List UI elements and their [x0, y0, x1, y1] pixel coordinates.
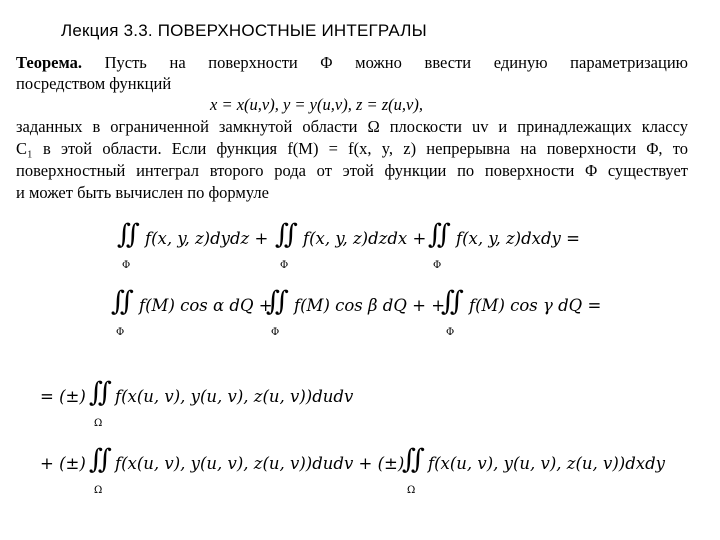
double-integral-symbol: ∬	[89, 377, 105, 408]
theorem-line-1-text: Пусть на поверхности Φ можно ввести единую параметризацию	[104, 53, 688, 72]
double-integral-symbol: ∬	[266, 286, 282, 317]
formula-1-term-2: f(x, y, z)dzdx +	[303, 229, 427, 248]
subscript-phi: Φ	[116, 327, 125, 338]
subscript-phi: Φ	[271, 327, 280, 338]
theorem-line-5: поверхностный интеграл второго рода от этой функции по поверхности Φ существует	[16, 161, 688, 180]
formula-1-term-1: f(x, y, z)dydz +	[145, 229, 269, 248]
theorem-line-4: C₁ в этой области. Если функция f(M) = f(x, y, z) непрерывна на поверхности Φ, то	[16, 139, 688, 158]
parametrization-formula: x = x(u,v), y = y(u,v), z = z(u,v),	[210, 95, 423, 114]
double-integral-symbol: ∬	[111, 286, 127, 317]
formula-3-body: f(x(u, v), y(u, v), z(u, v))dudv	[115, 387, 354, 406]
subscript-phi: Φ	[280, 260, 289, 271]
subscript-phi: Φ	[446, 327, 455, 338]
double-integral-symbol: ∬	[275, 219, 291, 250]
subscript-phi: Φ	[122, 260, 131, 271]
formula-4-body-2: f(x(u, v), y(u, v), z(u, v))dxdy	[428, 454, 665, 473]
formula-2-term-2: f(M) cos β dQ + +	[294, 296, 446, 315]
subscript-phi: Φ	[433, 260, 442, 271]
formula-2-term-1: f(M) cos α dQ +	[139, 296, 273, 315]
page-title: Лекция 3.3. ПОВЕРХНОСТНЫЕ ИНТЕГРАЛЫ	[61, 21, 427, 40]
theorem-line-1	[16, 52, 688, 74]
theorem-label: Теорема.	[16, 53, 82, 72]
subscript-omega: Ω	[94, 418, 103, 429]
theorem-line-3: заданных в ограниченной замкнутой области Ω плоскости uv и принадлежащих классу	[16, 117, 688, 136]
theorem-line-2: посредством функций	[16, 74, 172, 93]
subscript-omega: Ω	[407, 485, 416, 496]
double-integral-symbol: ∬	[428, 219, 444, 250]
double-integral-symbol: ∬	[441, 286, 457, 317]
formula-4-prefix: + (±)	[40, 454, 86, 473]
double-integral-symbol: ∬	[402, 444, 418, 475]
formula-4-body-1: f(x(u, v), y(u, v), z(u, v))dudv + (±)	[115, 454, 405, 473]
subscript-omega: Ω	[94, 485, 103, 496]
double-integral-symbol: ∬	[89, 444, 105, 475]
theorem-line-6: и может быть вычислен по формуле	[16, 183, 269, 202]
formula-3-prefix: = (±)	[40, 387, 86, 406]
formula-2-term-3: f(M) cos γ dQ =	[469, 296, 602, 315]
double-integral-symbol: ∬	[117, 219, 133, 250]
formula-1-term-3: f(x, y, z)dxdy =	[456, 229, 580, 248]
